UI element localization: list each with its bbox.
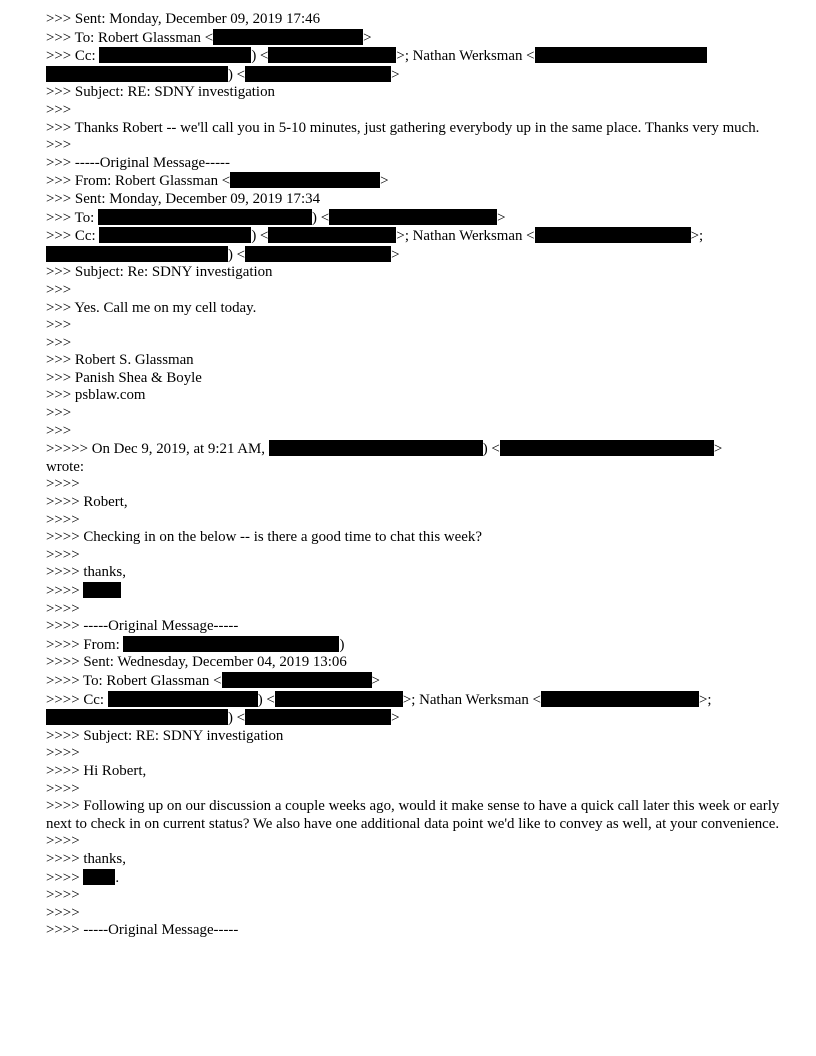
original-message-header: >>>> -----Original Message-----	[46, 922, 239, 939]
redaction	[83, 869, 115, 885]
quote-line: >>>>	[46, 887, 80, 904]
greeting-line: >>>> Robert,	[46, 494, 128, 511]
redaction	[99, 227, 251, 243]
quote-line: >>>>	[46, 546, 80, 563]
to-line: >>> To: Robert Glassman < >	[46, 29, 372, 46]
redaction	[222, 672, 372, 688]
quote-line: >>>>	[46, 904, 80, 921]
quote-line: >>>>	[46, 476, 80, 493]
redaction	[46, 246, 228, 262]
body-paragraph: >>>> Following up on our discussion a couple weeks ago, would it make sense to have a quick call later this week or early next to check in on current status? We also have one additional data point we'd like to convey as well, at your convenience.	[46, 798, 780, 832]
signature-firm: >>> Panish Shea & Boyle	[46, 369, 202, 386]
quote-line: >>>	[46, 101, 72, 118]
redaction	[108, 691, 258, 707]
redaction	[99, 47, 251, 63]
cc-line: >>> Cc: ) < >; Nathan Werksman <	[46, 47, 786, 66]
redaction	[268, 47, 396, 63]
redaction	[98, 209, 312, 225]
original-message-header: >>> -----Original Message-----	[46, 154, 230, 171]
greeting-line: >>>> Hi Robert,	[46, 762, 147, 779]
quote-line: >>>	[46, 317, 72, 334]
redaction	[268, 227, 396, 243]
redaction	[83, 582, 121, 598]
attribution-line: >>>>> On Dec 9, 2019, at 9:21 AM, ) < >	[46, 441, 723, 458]
signoff-line: >>>> thanks,	[46, 850, 126, 867]
subject-line: >>> Subject: RE: SDNY investigation	[46, 84, 275, 101]
signature-website: >>> psblaw.com	[46, 387, 146, 404]
cc-line: >>>> Cc: ) < >; Nathan Werksman < >;	[46, 691, 712, 708]
redaction	[329, 209, 497, 225]
from-line: >>>> From: )	[46, 636, 345, 653]
cc-continued-line: ) < >	[46, 66, 786, 85]
redaction	[535, 47, 707, 63]
quote-line: >>>>	[46, 511, 80, 528]
signature-line: >>>>	[46, 582, 786, 601]
original-message-header: >>>> -----Original Message-----	[46, 618, 239, 635]
quote-line: >>>	[46, 281, 72, 298]
redaction	[275, 691, 403, 707]
sent-line: >>> Sent: Monday, December 09, 2019 17:34	[46, 190, 321, 207]
redaction	[245, 246, 391, 262]
to-line: >>>> To: Robert Glassman < >	[46, 672, 380, 689]
body-line: >>> Yes. Call me on my cell today.	[46, 299, 257, 316]
quote-line: >>>>	[46, 600, 80, 617]
cc-continued-line: ) < >	[46, 246, 786, 265]
quote-line: >>>	[46, 405, 72, 422]
redaction	[46, 709, 228, 725]
redaction	[123, 636, 339, 652]
body-paragraph: >>> Thanks Robert -- we'll call you in 5-10 minutes, just gathering everybody up in the same place. Thanks very much.	[46, 119, 760, 136]
to-line: >>> To: ) < >	[46, 209, 506, 226]
redaction	[245, 709, 391, 725]
redaction	[245, 66, 391, 82]
signature-name: >>> Robert S. Glassman	[46, 352, 194, 369]
body-line: >>>> Checking in on the below -- is there a good time to chat this week?	[46, 529, 482, 546]
sent-line: >>>> Sent: Wednesday, December 04, 2019 13:06	[46, 654, 347, 671]
subject-line: >>>> Subject: RE: SDNY investigation	[46, 727, 284, 744]
cc-continued-line: ) < >	[46, 709, 786, 728]
redaction	[269, 440, 483, 456]
quote-line: >>>	[46, 334, 72, 351]
redaction	[500, 440, 714, 456]
redaction	[213, 29, 363, 45]
signoff-line: >>>> thanks,	[46, 564, 126, 581]
quote-line: >>>	[46, 422, 72, 439]
redaction	[535, 227, 691, 243]
redaction	[230, 172, 380, 188]
quote-line: >>>	[46, 137, 72, 154]
sent-line: >>> Sent: Monday, December 09, 2019 17:46	[46, 11, 321, 27]
subject-line: >>> Subject: Re: SDNY investigation	[46, 264, 273, 281]
signature-line: >>>> .	[46, 869, 120, 886]
quote-line: >>>>	[46, 833, 80, 850]
email-thread	[46, 11, 786, 940]
redaction	[541, 691, 699, 707]
redaction	[46, 66, 228, 82]
quote-line: >>>>	[46, 745, 80, 762]
attribution-continued: wrote:	[46, 458, 85, 475]
from-line: >>> From: Robert Glassman < >	[46, 173, 389, 190]
quote-line: >>>>	[46, 780, 80, 797]
cc-line: >>> Cc: ) < >; Nathan Werksman < >;	[46, 228, 704, 245]
